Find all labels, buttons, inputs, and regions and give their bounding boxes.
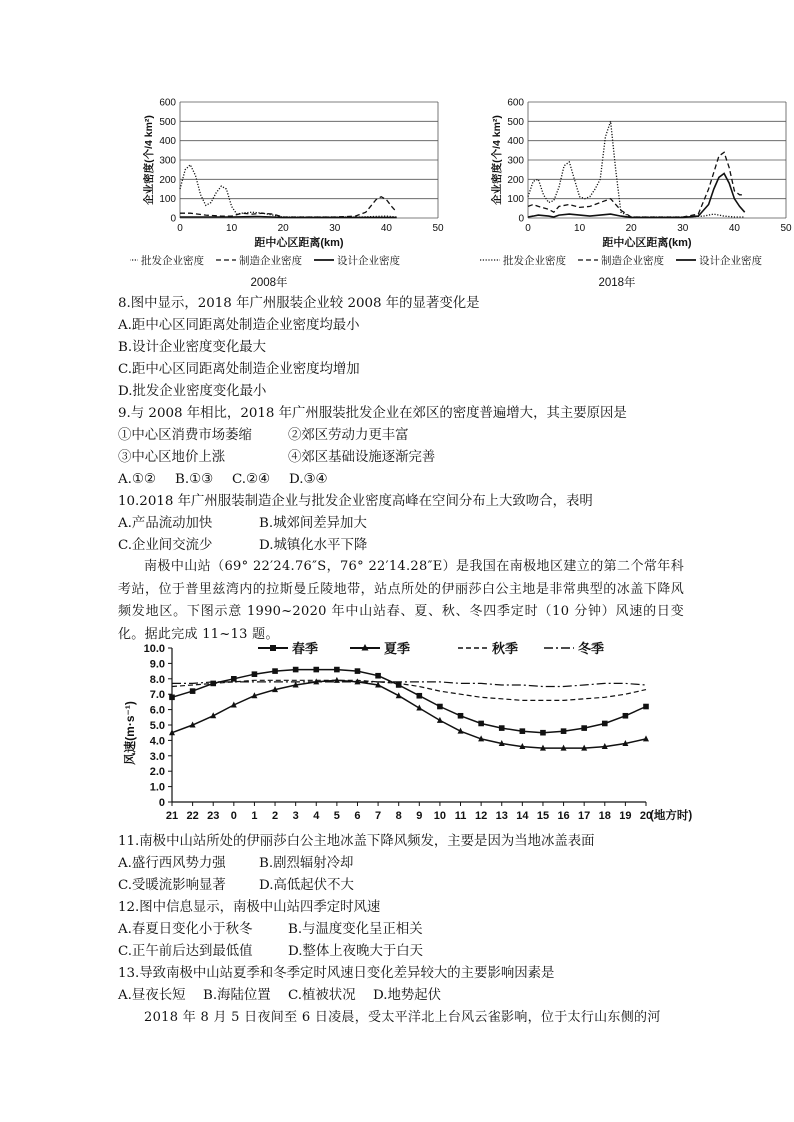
c2018-xtick-label: 10 xyxy=(574,223,586,234)
q8-option-b[interactable]: B.设计企业密度变化最大 xyxy=(118,340,267,355)
q10-options-row2 xyxy=(118,535,367,557)
q11-option-c[interactable]: C.受暖流影响显著 xyxy=(118,878,226,893)
q9-statements-row1 xyxy=(118,425,409,447)
wind-xtick-label: 23 xyxy=(207,810,220,822)
c2018-ytick-label: 600 xyxy=(507,97,524,109)
q12-stem: 12.图中信息显示，南极中山站四季定时风速 xyxy=(118,900,381,915)
wind-spring-marker xyxy=(437,704,443,710)
c2018-xtick-label: 30 xyxy=(677,223,689,234)
wind-xtick-label: 15 xyxy=(536,810,550,822)
wind-ytick-label: 9.0 xyxy=(149,658,165,671)
wind-ytick-label: 6.0 xyxy=(149,704,165,717)
wind-xtick-label: 0 xyxy=(230,810,237,822)
c2018-y-axis-title: 企业密度(个/4 km²) xyxy=(491,115,503,205)
wind-xtick-label: 10 xyxy=(433,810,447,822)
wind-xtick-label: 22 xyxy=(186,810,199,822)
c2018-legend-label-3: 设计企业密度 xyxy=(699,255,762,267)
c2008-y-axis-title: 企业密度(个/4 km²) xyxy=(143,115,155,205)
c2008-xtick-label: 50 xyxy=(432,223,444,234)
c2008-xtick-label: 20 xyxy=(277,223,289,234)
q10-option-a[interactable]: A.产品流动加快 xyxy=(118,516,213,531)
wind-spring-marker xyxy=(499,725,505,731)
q11-option-b[interactable]: B.剧烈辐射冷却 xyxy=(259,856,354,871)
q9-option-a[interactable]: A.①② xyxy=(118,472,156,487)
q12-options-row2 xyxy=(118,941,423,963)
wind-xtick-label: 14 xyxy=(516,810,529,822)
wind-spring-marker xyxy=(540,730,546,736)
chart-2018-svg xyxy=(478,92,794,292)
wind-spring-marker xyxy=(581,725,587,731)
q10-stem: 10.2018 年广州服装制造企业与批发企业密度高峰在空间分布上大致吻合，表明 xyxy=(118,494,593,509)
wind-ytick-label: 4.0 xyxy=(149,735,165,748)
wind-xtick-label: 12 xyxy=(475,810,488,822)
wind-xtick-label: 1 xyxy=(251,810,258,822)
q12-option-b[interactable]: B.与温度变化呈正相关 xyxy=(288,922,423,937)
passage-zhongshan: 南极中山站（69° 22′24.76″S，76° 22′14.28″E）是我国在南极地区建立的第二个常年科考站，位于普里兹湾内的拉斯曼丘陵地带，站点所处的伊丽莎白公主地是非常典型的冰盖下降风频发地区。下图示意 1990~2020 年中山站春、夏、秋、冬四季定时（10 分钟）风速的日变化。据此完成 11~13 题。 xyxy=(118,559,684,642)
wind-legend-marker-1 xyxy=(270,645,276,651)
wind-spring-marker xyxy=(375,673,381,679)
c2008-xtick-label: 40 xyxy=(380,223,392,234)
c2018-ytick-label: 500 xyxy=(507,116,524,128)
wind-xtick-label: 19 xyxy=(619,810,632,822)
wind-y-axis-title: 风速(m·s⁻¹) xyxy=(123,701,137,765)
q9-options xyxy=(118,469,328,491)
wind-spring-marker xyxy=(334,667,340,673)
c2008-ytick-label: 500 xyxy=(159,116,176,128)
wind-xtick-label: 7 xyxy=(375,810,382,822)
c2018-xtick-label: 50 xyxy=(780,223,792,234)
wind-xtick-label: 18 xyxy=(598,810,611,822)
c2018-ytick-label: 200 xyxy=(507,174,524,186)
q13-stem: 13.导致南极中山站夏季和冬季定时风速日变化差异较大的主要影响因素是 xyxy=(118,966,555,981)
chart-2008-svg xyxy=(130,92,450,292)
wind-legend-label-2: 夏季 xyxy=(384,641,411,656)
q9-statement-4: ④郊区基础设施逐渐完善 xyxy=(288,450,436,465)
q8-stem: 8.图中显示，2018 年广州服装企业较 2008 年的显著变化是 xyxy=(118,296,480,311)
q13-option-b[interactable]: B.海陆位置 xyxy=(203,988,271,1003)
wind-spring-marker xyxy=(231,676,237,682)
q12-options-row1 xyxy=(118,919,423,941)
wind-xtick-label: 2 xyxy=(271,810,279,822)
q9-option-c[interactable]: C.②④ xyxy=(232,472,271,487)
c2018-series-line-1 xyxy=(528,121,745,217)
wind-spring-marker xyxy=(417,693,423,699)
wind-spring-marker xyxy=(252,671,258,677)
c2018-series-line-3 xyxy=(528,174,745,218)
q9-option-b[interactable]: B.①③ xyxy=(175,472,214,487)
q12-option-c[interactable]: C.正午前后达到最低值 xyxy=(118,944,253,959)
q9-statement-1: ①中心区消费市场萎缩 xyxy=(118,428,252,443)
q11-option-d[interactable]: D.高低起伏不大 xyxy=(259,878,354,893)
wind-spring-marker xyxy=(623,713,629,719)
q9-statements-row2 xyxy=(118,447,435,469)
c2018-x-axis-title: 距中心区距离(km) xyxy=(602,237,692,249)
c2008-x-axis-title: 距中心区距离(km) xyxy=(254,237,344,249)
c2018-xtick-label: 0 xyxy=(525,223,531,234)
q13-option-d[interactable]: D.地势起伏 xyxy=(373,988,442,1003)
wind-ytick-label: 5.0 xyxy=(149,720,165,732)
wind-xtick-label: 3 xyxy=(292,810,299,822)
wind-series-line-4 xyxy=(172,682,646,687)
c2008-ytick-label: 300 xyxy=(159,155,176,167)
q10-option-d[interactable]: D.城镇化水平下降 xyxy=(259,538,368,553)
c2008-series-line-3 xyxy=(180,217,397,218)
q13-option-a[interactable]: A.昼夜长短 xyxy=(118,988,186,1003)
wind-ytick-label: 10.0 xyxy=(143,643,165,655)
wind-x-axis-title: (地方时) xyxy=(650,810,693,822)
wind-spring-marker xyxy=(293,667,299,673)
wind-ytick-label: 3.0 xyxy=(149,750,165,763)
wind-xtick-label: 16 xyxy=(557,810,570,822)
wind-spring-marker xyxy=(313,667,319,673)
c2018-ytick-label: 0 xyxy=(518,213,524,225)
c2008-ytick-label: 400 xyxy=(159,136,176,148)
c2018-caption: 2018年 xyxy=(598,277,636,289)
c2008-legend-label-2: 制造企业密度 xyxy=(239,255,302,267)
passage-typhoon: 2018 年 8 月 5 日夜间至 6 日凌晨，受太平洋北上台风云雀影响，位于太行山东侧的河 xyxy=(144,1010,661,1025)
q8-option-a[interactable]: A.距中心区同距离处制造企业密度均最小 xyxy=(118,318,360,333)
wind-xtick-label: 6 xyxy=(354,810,361,822)
q9-stem: 9.与 2008 年相比，2018 年广州服装批发企业在郊区的密度普遍增大，其主要原因是 xyxy=(118,406,627,421)
chart-wind xyxy=(118,640,718,830)
wind-ytick-label: 7.0 xyxy=(149,689,165,702)
q13-option-c[interactable]: C.植被状况 xyxy=(288,988,356,1003)
c2018-xtick-label: 40 xyxy=(728,223,740,234)
q11-options-row2 xyxy=(118,875,354,897)
wind-spring-marker xyxy=(602,721,608,727)
q9-option-d[interactable]: D.③④ xyxy=(289,472,328,487)
wind-spring-marker xyxy=(272,668,278,674)
c2018-ytick-label: 100 xyxy=(507,194,524,206)
wind-spring-marker xyxy=(355,668,361,674)
q9-statement-2: ②郊区劳动力更丰富 xyxy=(288,428,409,443)
c2008-caption: 2008年 xyxy=(250,277,288,289)
c2018-ytick-label: 300 xyxy=(507,155,524,167)
q10-option-b[interactable]: B.城郊间差异加大 xyxy=(259,516,367,531)
wind-xtick-label: 13 xyxy=(495,810,508,822)
wind-xtick-label: 17 xyxy=(578,810,591,822)
c2008-ytick-label: 600 xyxy=(159,97,176,109)
wind-ytick-label: 0 xyxy=(158,797,165,809)
wind-legend-label-3: 秋季 xyxy=(492,641,519,656)
c2008-series-line-1 xyxy=(180,165,397,217)
wind-xtick-label: 4 xyxy=(313,810,320,822)
c2008-ytick-label: 200 xyxy=(159,174,176,186)
q13-options xyxy=(118,985,441,1007)
c2008-legend-label-3: 设计企业密度 xyxy=(337,255,400,267)
c2008-ytick-label: 0 xyxy=(170,213,176,225)
c2008-xtick-label: 0 xyxy=(177,223,183,234)
wind-xtick-label: 9 xyxy=(416,810,423,822)
chart-2018 xyxy=(478,92,794,292)
chart-2008 xyxy=(130,92,450,292)
wind-summer-marker xyxy=(643,735,649,741)
wind-xtick-label: 5 xyxy=(333,810,340,822)
wind-legend-label-1: 春季 xyxy=(292,641,319,656)
wind-spring-marker xyxy=(169,694,175,700)
c2008-xtick-label: 30 xyxy=(329,223,341,234)
q8-option-c[interactable]: C.距中心区同距离处制造企业密度均增加 xyxy=(118,362,360,377)
wind-ytick-label: 1.0 xyxy=(149,781,165,794)
c2018-ytick-label: 400 xyxy=(507,136,524,148)
wind-spring-marker xyxy=(520,728,526,734)
wind-xtick-label: 11 xyxy=(454,810,467,822)
q10-options-row1 xyxy=(118,513,367,535)
wind-spring-marker xyxy=(643,704,649,710)
c2018-xtick-label: 20 xyxy=(625,223,637,234)
wind-xtick-label: 21 xyxy=(165,810,179,822)
q10-option-c[interactable]: C.企业间交流少 xyxy=(118,538,213,553)
c2018-legend-label-2: 制造企业密度 xyxy=(601,255,664,267)
wind-spring-marker xyxy=(561,728,567,734)
c2018-legend-label-1: 批发企业密度 xyxy=(503,255,566,267)
q12-option-d[interactable]: D.整体上夜晚大于白天 xyxy=(288,944,424,959)
wind-xtick-label: 8 xyxy=(395,810,402,822)
wind-spring-marker xyxy=(478,721,484,727)
q12-option-a[interactable]: A.春夏日变化小于秋冬 xyxy=(118,922,253,937)
c2008-xtick-label: 10 xyxy=(226,223,238,234)
c2018-series-line-2 xyxy=(528,152,745,217)
wind-spring-marker xyxy=(190,688,196,694)
wind-spring-marker xyxy=(458,713,464,719)
q9-statement-3: ③中心区地价上涨 xyxy=(118,450,226,465)
wind-ytick-label: 2.0 xyxy=(149,766,165,779)
wind-xtick-label: 20 xyxy=(639,810,653,822)
c2008-series-line-2 xyxy=(180,197,397,217)
c2008-legend-label-1: 批发企业密度 xyxy=(141,255,204,267)
q8-option-d[interactable]: D.批发企业密度变化最小 xyxy=(118,384,267,399)
q11-stem: 11.南极中山站所处的伊丽莎白公主地冰盖下降风频发，主要是因为当地冰盖表面 xyxy=(118,834,595,849)
wind-legend-label-4: 冬季 xyxy=(578,641,605,656)
q11-options-row1 xyxy=(118,853,353,875)
wind-ytick-label: 8.0 xyxy=(149,673,165,686)
c2008-ytick-label: 100 xyxy=(159,194,176,206)
q11-option-a[interactable]: A.盛行西风势力强 xyxy=(118,856,226,871)
chart-wind-svg xyxy=(118,640,718,830)
